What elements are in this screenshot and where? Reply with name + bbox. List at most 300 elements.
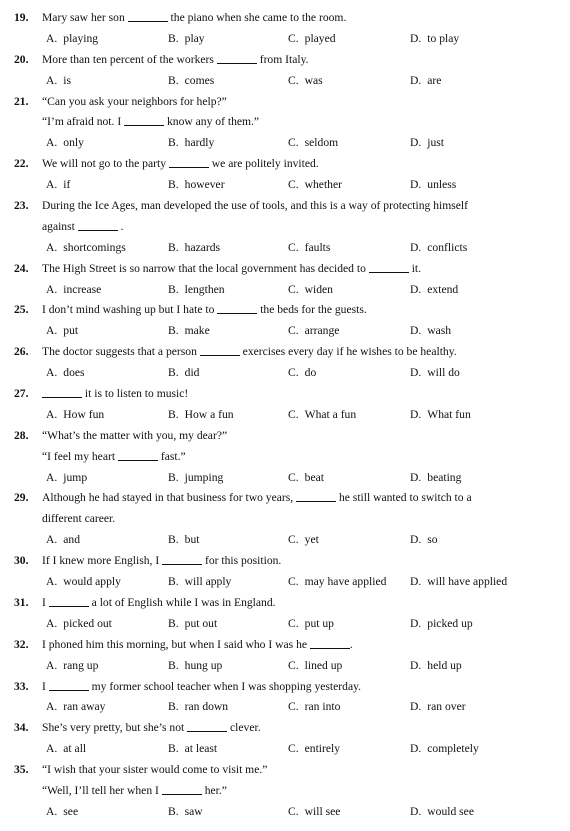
option-text: put up [304,616,334,630]
stem-text: If I knew more English, I [42,554,163,568]
question-stem-line [14,8,562,29]
question-35 [14,760,562,823]
stem-text: it. [408,261,422,275]
question-stem-line [14,551,562,572]
stem-text: against [42,219,78,233]
answer-blank [124,113,164,126]
option-b[interactable] [168,280,288,301]
option-letter: A. [46,658,58,672]
option-text: played [304,31,336,45]
question-stem-line [14,300,562,321]
option-letter: A. [46,700,58,714]
option-a[interactable] [46,175,168,196]
question-stem-line [14,509,562,530]
option-d[interactable] [410,572,540,593]
option-text: faults [304,240,331,254]
stem-text: The doctor suggests that a person [42,345,200,359]
option-text: are [427,73,442,87]
option-b[interactable] [168,802,288,823]
question-stem-line [14,384,562,405]
question-stem-line [14,92,562,113]
option-d[interactable] [410,175,540,196]
question-27 [14,384,562,426]
question-24 [14,259,562,301]
option-a[interactable] [46,133,168,154]
option-b[interactable] [168,614,288,635]
question-stem-line [14,50,562,71]
option-letter: D. [410,324,422,338]
option-text: does [63,366,85,380]
option-text: ran down [184,700,229,714]
option-letter: D. [410,282,422,296]
stem-text: “I feel my heart [42,449,118,463]
option-text: ran away [63,700,106,714]
option-text: rang up [63,658,99,672]
option-letter: D. [410,575,422,589]
option-b[interactable] [168,363,288,384]
stem-text: “Well, I’ll tell her when I [42,783,162,797]
options-row [14,614,562,635]
stem-text: We will not go to the party [42,157,169,171]
option-a[interactable] [46,29,168,50]
option-text: completely [427,742,479,756]
option-c[interactable] [288,363,410,384]
option-text: do [304,366,317,380]
option-b[interactable] [168,405,288,426]
option-text: see [63,804,79,818]
question-stem-line [14,426,562,447]
question-number: 29. [14,491,29,505]
option-letter: C. [288,178,299,192]
option-d[interactable] [410,614,540,635]
stem-text: clever. [227,721,261,735]
option-c[interactable] [288,614,410,635]
option-text: seldom [304,136,339,150]
option-letter: B. [168,324,179,338]
option-text: put [63,324,79,338]
question-stem-line [14,342,562,363]
option-letter: C. [288,533,299,547]
option-text: comes [184,73,215,87]
option-a[interactable] [46,739,168,760]
option-text: make [184,324,210,338]
option-letter: D. [410,407,422,421]
question-number: 24. [14,261,29,275]
option-d[interactable] [410,71,540,92]
question-number: 31. [14,595,29,609]
option-a[interactable] [46,530,168,551]
stem-text: fast.” [157,449,186,463]
option-b[interactable] [168,175,288,196]
option-b[interactable] [168,238,288,259]
option-letter: B. [168,700,179,714]
option-letter: A. [46,240,58,254]
question-20 [14,50,562,92]
option-letter: C. [288,658,299,672]
stem-text: different career. [42,512,116,526]
option-c[interactable] [288,802,410,823]
option-c[interactable] [288,405,410,426]
option-c[interactable] [288,29,410,50]
option-letter: D. [410,240,422,254]
stem-text: it is to listen to music! [82,387,189,401]
option-letter: A. [46,804,58,818]
option-letter: D. [410,470,422,484]
option-text: was [304,73,323,87]
answer-blank [217,51,257,64]
stem-text: I phoned him this morning, but when I said who I was he [42,637,310,651]
option-a[interactable] [46,572,168,593]
option-a[interactable] [46,656,168,677]
question-number: 32. [14,637,29,651]
option-text: is [63,73,72,87]
option-letter: D. [410,31,422,45]
question-25 [14,300,562,342]
option-text: beat [304,470,324,484]
question-number: 28. [14,428,29,442]
option-a[interactable] [46,697,168,718]
answer-blank [217,301,257,314]
option-d[interactable] [410,321,540,342]
option-text: arrange [304,324,340,338]
question-22 [14,154,562,196]
option-text: lined up [304,658,343,672]
option-text: did [184,366,200,380]
question-32 [14,635,562,677]
option-text: if [63,178,71,192]
option-b[interactable] [168,739,288,760]
options-row [14,321,562,342]
option-letter: B. [168,742,179,756]
answer-blank [310,636,350,649]
option-text: ran over [427,700,466,714]
question-stem-line [14,259,562,280]
option-text: yet [304,533,319,547]
options-row [14,363,562,384]
question-number: 26. [14,345,29,359]
option-text: will apply [184,575,232,589]
question-30 [14,551,562,593]
option-text: whether [304,178,342,192]
option-c[interactable] [288,238,410,259]
question-number: 22. [14,157,29,171]
stem-text: we are politely invited. [208,157,319,171]
stem-text: “I’m afraid not. I [42,115,125,129]
question-number: 23. [14,199,29,213]
option-letter: D. [410,700,422,714]
options-row [14,133,562,154]
answer-blank [369,260,409,273]
option-text: will do [427,366,460,380]
option-text: but [184,533,200,547]
option-b[interactable] [168,697,288,718]
option-letter: B. [168,658,179,672]
option-letter: B. [168,616,179,630]
option-letter: A. [46,575,58,589]
stem-text: my former school teacher when I was shopping yesterday. [88,679,362,693]
option-letter: D. [410,178,422,192]
option-text: unless [427,178,457,192]
option-text: put out [184,616,218,630]
option-letter: B. [168,73,179,87]
option-text: What fun [427,407,471,421]
option-a[interactable] [46,802,168,823]
question-number: 35. [14,763,29,777]
option-a[interactable] [46,363,168,384]
option-text: jump [63,470,88,484]
option-b[interactable] [168,468,288,489]
question-21 [14,92,562,155]
question-stem-line [14,593,562,614]
option-text: to play [427,31,460,45]
stem-text: a lot of English while I was in England. [88,595,276,609]
option-letter: A. [46,178,58,192]
options-row [14,572,562,593]
stem-text: he still wanted to switch to a [336,491,472,505]
question-stem-line [14,781,562,802]
option-letter: A. [46,324,58,338]
option-c[interactable] [288,530,410,551]
stem-text: I [42,595,49,609]
option-c[interactable] [288,175,410,196]
option-c[interactable] [288,321,410,342]
stem-text: I don’t mind washing up but I hate to [42,303,218,317]
option-letter: A. [46,31,58,45]
option-letter: A. [46,470,58,484]
option-text: entirely [304,742,341,756]
option-letter: C. [288,240,299,254]
stem-text: the beds for the guests. [257,303,367,317]
option-text: so [427,533,438,547]
option-letter: A. [46,73,58,87]
option-c[interactable] [288,739,410,760]
stem-text: exercises every day if he wishes to be healthy. [239,345,457,359]
option-d[interactable] [410,29,540,50]
option-text: only [63,136,84,150]
options-row [14,530,562,551]
answer-blank [42,385,82,398]
option-text: at least [184,742,218,756]
option-letter: B. [168,366,179,380]
option-text: will see [304,804,341,818]
option-c[interactable] [288,280,410,301]
option-text: however [184,178,225,192]
option-text: ran into [304,700,341,714]
option-c[interactable] [288,468,410,489]
option-letter: C. [288,136,299,150]
option-text: shortcomings [63,240,126,254]
question-stem-line [14,196,562,217]
option-b[interactable] [168,530,288,551]
option-letter: C. [288,616,299,630]
option-text: may have applied [304,575,387,589]
question-number: 25. [14,303,29,317]
option-letter: C. [288,470,299,484]
question-stem-line [14,488,562,509]
question-stem-line [14,217,562,238]
question-number: 30. [14,554,29,568]
answer-blank [78,218,118,231]
question-23 [14,196,562,259]
question-number: 34. [14,721,29,735]
stem-text: . [349,637,353,651]
option-text: will have applied [427,575,508,589]
options-row [14,697,562,718]
option-text: saw [184,804,203,818]
option-d[interactable] [410,405,540,426]
question-number: 19. [14,11,29,24]
option-letter: A. [46,366,58,380]
option-text: beating [427,470,462,484]
answer-blank [162,552,202,565]
option-letter: B. [168,533,179,547]
option-c[interactable] [288,71,410,92]
option-letter: B. [168,136,179,150]
option-d[interactable] [410,530,540,551]
option-letter: D. [410,73,422,87]
stem-text: Although he had stayed in that business for two years, [42,491,297,505]
question-26 [14,342,562,384]
option-d[interactable] [410,697,540,718]
option-text: jumping [184,470,224,484]
options-row [14,656,562,677]
option-text: How a fun [184,407,234,421]
option-a[interactable] [46,71,168,92]
option-letter: B. [168,240,179,254]
option-letter: D. [410,804,422,818]
stem-text: Mary saw her son [42,11,128,24]
stem-text: her.” [201,783,227,797]
option-text: picked up [427,616,473,630]
question-28 [14,426,562,489]
option-letter: B. [168,470,179,484]
option-b[interactable] [168,572,288,593]
options-row [14,29,562,50]
option-text: just [427,136,445,150]
answer-blank [169,155,209,168]
option-a[interactable] [46,321,168,342]
stem-text: “What’s the matter with you, my dear?” [42,428,228,442]
option-letter: C. [288,31,299,45]
answer-blank [162,782,202,795]
option-letter: C. [288,575,299,589]
option-a[interactable] [46,405,168,426]
answer-blank [200,343,240,356]
option-d[interactable] [410,133,540,154]
option-text: would apply [63,575,121,589]
option-text: would see [427,804,474,818]
question-stem-line [14,718,562,739]
options-row [14,468,562,489]
option-d[interactable] [410,656,540,677]
stem-text: . [117,219,124,233]
option-text: picked out [63,616,112,630]
option-letter: B. [168,282,179,296]
stem-text: from Italy. [256,52,309,66]
option-letter: B. [168,575,179,589]
question-number: 33. [14,679,29,693]
option-text: hazards [184,240,221,254]
option-text: How fun [63,407,105,421]
question-number: 20. [14,52,29,66]
option-a[interactable] [46,468,168,489]
stem-text: “Can you ask your neighbors for help?” [42,94,227,108]
question-33 [14,677,562,719]
option-letter: D. [410,136,422,150]
option-c[interactable] [288,656,410,677]
option-letter: C. [288,366,299,380]
question-number: 21. [14,94,29,108]
option-text: held up [427,658,462,672]
option-letter: D. [410,658,422,672]
question-stem-line [14,760,562,781]
option-text: playing [63,31,99,45]
option-letter: A. [46,742,58,756]
question-stem-line [14,635,562,656]
option-d[interactable] [410,739,540,760]
option-b[interactable] [168,656,288,677]
option-d[interactable] [410,363,540,384]
option-letter: C. [288,804,299,818]
option-c[interactable] [288,697,410,718]
option-text: extend [427,282,459,296]
option-text: and [63,533,81,547]
answer-blank [187,719,227,732]
stem-text: The High Street is so narrow that the local government has decided to [42,261,369,275]
question-stem-line [14,677,562,698]
option-b[interactable] [168,133,288,154]
option-d[interactable] [410,802,540,823]
option-letter: C. [288,73,299,87]
option-letter: C. [288,742,299,756]
options-row [14,280,562,301]
option-text: play [184,31,205,45]
stem-text: During the Ice Ages, man developed the use of tools, and this is a way of protecting himself [42,199,468,213]
question-19 [14,8,562,50]
option-a[interactable] [46,614,168,635]
option-d[interactable] [410,280,540,301]
option-a[interactable] [46,280,168,301]
question-34 [14,718,562,760]
option-letter: C. [288,407,299,421]
option-text: hung up [184,658,223,672]
option-letter: B. [168,804,179,818]
answer-blank [296,489,336,502]
stem-text: know any of them.” [164,115,260,129]
option-b[interactable] [168,321,288,342]
option-b[interactable] [168,71,288,92]
stem-text: for this position. [202,554,282,568]
option-b[interactable] [168,29,288,50]
option-text: conflicts [427,240,468,254]
option-d[interactable] [410,238,540,259]
options-row [14,175,562,196]
option-text: lengthen [184,282,225,296]
options-row [14,739,562,760]
stem-text: She’s very pretty, but she’s not [42,721,188,735]
answer-blank [118,448,158,461]
stem-text: More than ten percent of the workers [42,52,217,66]
option-c[interactable] [288,572,410,593]
question-stem-line [14,154,562,175]
option-text: at all [63,742,87,756]
option-c[interactable] [288,133,410,154]
option-a[interactable] [46,238,168,259]
option-letter: D. [410,742,422,756]
question-number: 27. [14,387,29,401]
options-row [14,405,562,426]
option-d[interactable] [410,468,540,489]
